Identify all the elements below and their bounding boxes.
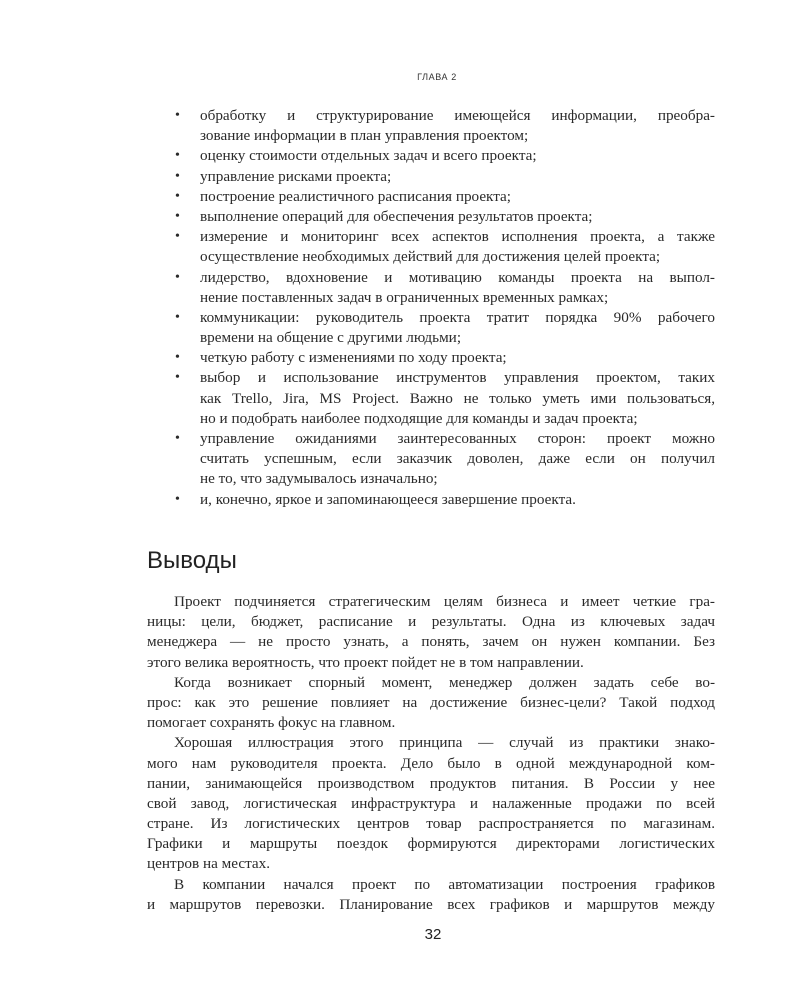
running-head: ГЛАВА 2: [417, 72, 457, 82]
text-line: времени на общение с другими людьми;: [200, 329, 462, 347]
list-item: [147, 490, 715, 510]
text-line: как Trello, Jira, MS Project. Важно не только уметь ими пользоваться,: [200, 389, 715, 407]
bullet-icon: •: [175, 229, 180, 245]
body-text: [147, 592, 715, 915]
bullet-icon: •: [175, 188, 180, 204]
list-item: [147, 146, 715, 166]
bullet-icon: •: [175, 491, 180, 507]
bullet-icon: •: [175, 208, 180, 224]
paragraph: [147, 673, 715, 734]
paragraph: [147, 592, 715, 673]
list-item: [147, 187, 715, 207]
text-line: Когда возникает спорный момент, менеджер должен задать себе во-: [174, 673, 715, 691]
text-line: помогает сохранять фокус на главном.: [147, 714, 396, 732]
text-line: коммуникации: руководитель проекта тратит порядка 90% рабочего: [200, 308, 715, 326]
list-item: [147, 368, 715, 429]
text-line: и, конечно, яркое и запоминающееся завершение проекта.: [200, 490, 576, 508]
bullet-icon: •: [175, 148, 180, 164]
text-line: измерение и мониторинг всех аспектов исполнения проекта, а также: [200, 228, 715, 246]
list-item: [147, 167, 715, 187]
text-line: прос: как это решение повлияет на достижение бизнес-цели? Такой подход: [147, 693, 715, 711]
text-line: стране. Из логистических центров товар распространяется по магазинам.: [147, 815, 715, 833]
text-line: лидерство, вдохновение и мотивацию команды проекта на выпол-: [200, 268, 715, 286]
text-line: Хорошая иллюстрация этого принципа — случай из практики знако-: [174, 734, 715, 752]
section-heading: Выводы: [147, 547, 237, 574]
text-line: пании, занимающейся производством продуктов питания. В России у нее: [147, 774, 715, 792]
text-line: обработку и структурирование имеющейся информации, преобра-: [200, 107, 715, 124]
bullet-icon: •: [175, 309, 180, 325]
text-line: В компании начался проект по автоматизации построения графиков: [174, 875, 715, 893]
bullet-icon: •: [175, 370, 180, 386]
text-line: ницы: цели, бюджет, расписание и результаты. Одна из ключевых задач: [147, 613, 715, 631]
text-line: управление ожиданиями заинтересованных сторон: проект можно: [200, 430, 715, 447]
text-line: но и подобрать наиболее подходящие для команды и задач проекта;: [200, 409, 638, 427]
text-line: менеджера — не просто узнать, а понять, зачем он нужен компании. Без: [147, 633, 715, 651]
bullet-icon: •: [175, 350, 180, 366]
text-line: осуществление необходимых действий для достижения целей проекта;: [200, 248, 661, 266]
text-line: считать успешным, если заказчик доволен, даже если он получил: [200, 450, 715, 468]
text-line: выполнение операций для обеспечения результатов проекта;: [200, 207, 593, 225]
text-line: и маршрутов перевозки. Планирование всех графиков и маршрутов между: [147, 895, 715, 913]
text-line: мого нам руководителя проекта. Дело было в одной международной ком-: [147, 754, 715, 772]
text-line: этого велика вероятность, что проект пойдет не в том направлении.: [147, 653, 584, 671]
list-item: [147, 268, 715, 308]
list-item: [147, 207, 715, 227]
text-line: свой завод, логистическая инфраструктура и налаженные продажи по всей: [147, 794, 715, 812]
bullet-icon: •: [175, 269, 180, 285]
bullet-icon: •: [175, 168, 180, 184]
paragraph: [147, 733, 715, 874]
text-line: зование информации в план управления проектом;: [200, 127, 529, 145]
list-item: [147, 227, 715, 267]
paragraph: [147, 875, 715, 915]
text-line: оценку стоимости отдельных задач и всего проекта;: [200, 147, 537, 165]
text-line: построение реалистичного расписания проекта;: [200, 187, 512, 205]
page-number: 32: [424, 926, 442, 943]
text-line: выбор и использование инструментов управления проектом, таких: [200, 369, 715, 387]
bullet-icon: •: [175, 108, 180, 123]
list-item: [147, 308, 715, 348]
text-line: Графики и маршруты поездок формируются директорами логистических: [147, 835, 715, 853]
text-line: центров на местах.: [147, 855, 271, 873]
list-item: [147, 348, 715, 368]
bullet-list: [147, 106, 715, 510]
text-line: управление рисками проекта;: [200, 167, 392, 185]
text-line: четкую работу с изменениями по ходу проекта;: [200, 349, 507, 367]
list-item: [147, 429, 715, 490]
text-line: не то, что задумывалось изначально;: [200, 470, 438, 488]
text-line: Проект подчиняется стратегическим целям бизнеса и имеет четкие гра-: [174, 593, 715, 610]
text-line: нение поставленных задач в ограниченных временных рамках;: [200, 288, 609, 306]
bullet-icon: •: [175, 431, 180, 446]
list-item: [147, 106, 715, 146]
